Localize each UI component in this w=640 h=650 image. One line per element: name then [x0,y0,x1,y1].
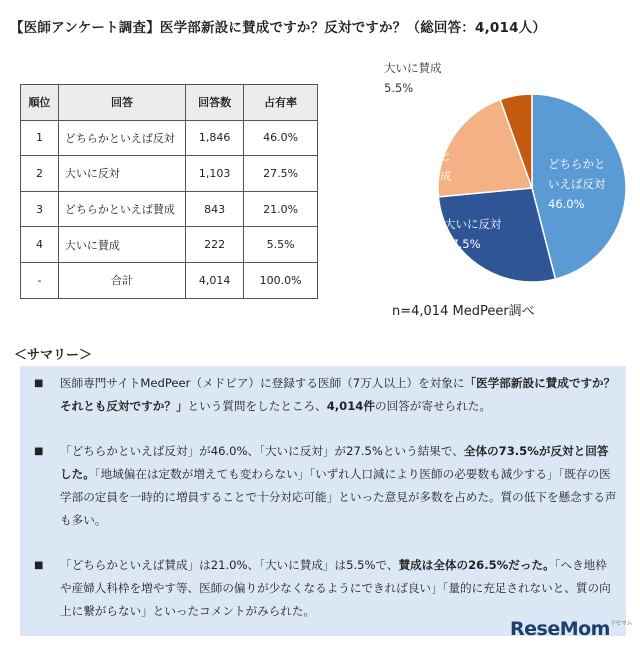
bullet-icon: ■ [34,446,44,457]
table-row [21,156,318,192]
logo-tm: リセマム [609,620,632,627]
summary-plain-text: 「地域偏在は定数が増えても変わらない」「いずれ人口減により医師の必要数も減少する」「既存の医学部の定員を一時的に増員することで十分対応可能」といった意見が多数を占めた。質の低下を懸念する声も多い。 [60,467,617,527]
answer-cell: 合計 [58,262,185,298]
summary-plain-text: 「へき地枠や産婦人科枠を増やす等、医師の偏りが少なくなるようにできれば良い」「量的に充足されないと、質の向上に繋がらない」といったコメントがみられた。 [60,558,611,618]
answer-cell: 大いに賛成 [58,227,185,263]
table-row [21,120,318,156]
count-cell: 843 [186,191,244,227]
summary-bold-text: 「医学部新設に賛成ですか？ それとも反対ですか？」 [60,376,627,413]
pie-chart [368,60,620,292]
count-cell: 4,014 [186,262,244,298]
count-cell: 1,846 [186,120,244,156]
answer-cell: 大いに反対 [58,156,185,192]
summary-item-2 [34,440,618,532]
summary-item-1 [34,372,627,418]
share-cell: 27.5% [244,156,318,192]
summary-text [34,554,618,623]
bullet-icon: ■ [34,560,44,571]
pie-chart-svg [368,60,620,292]
header-rank: 順位 [21,85,59,121]
table-row [21,227,318,263]
rank-cell: 1 [21,120,59,156]
summary-bold-text: 賛成は全体の26.5%だった。 [398,558,555,572]
bullet-icon: ■ [34,378,44,389]
summary-heading: ＜サマリー＞ [14,348,93,363]
summary-item-3 [34,554,618,623]
pie-slice-label-line: 27.5% [444,237,481,251]
pie-slice-label-line: 21.0% [394,189,431,203]
table-total-row [21,262,318,298]
share-cell: 21.0% [244,191,318,227]
summary-bold-text: 4,014件 [326,399,375,413]
summary-text [34,372,627,418]
summary-plain-text: の回答が寄せられた。 [374,399,491,413]
header-share: 占有率 [244,85,318,121]
header-answer: 回答 [58,85,185,121]
logo-text: ReseMom [510,618,610,640]
pie-slice-label-line: いえば反対 [548,177,606,191]
answer-cell: どちらかといえば反対 [58,120,185,156]
rank-cell: 2 [21,156,59,192]
source-note: n=4,014 MedPeer調べ [392,304,535,319]
leader-line [440,72,516,100]
summary-plain-text: 「どちらかといえば反対」が46.0%、「大いに反対」が27.5%という結果で、 [60,444,464,458]
rank-cell: - [21,262,59,298]
pie-slice-label-line: 大いに賛成 [384,61,442,75]
summary-box [20,366,626,636]
summary-bold-text: 全体の73.5%が反対と回答した。 [60,444,609,481]
rank-cell: 3 [21,191,59,227]
pie-slice-label-line: いえば賛成 [394,169,452,183]
survey-table [20,84,318,299]
pie-slice-label-line: 5.5% [384,81,414,95]
count-cell: 222 [186,227,244,263]
rank-cell: 4 [21,227,59,263]
share-cell: 100.0% [244,262,318,298]
pie-slice-label-line: どちらかと [394,149,452,163]
summary-plain-text: 医師専門サイトMedPeer（メドピア）に登録する医師（7万人以上）を対象に [60,376,465,390]
pie-slice-label-line: 46.0% [548,197,585,211]
page-title: 【医師アンケート調査】医学部新設に賛成ですか？反対ですか？（総回答：4,014人） [10,20,547,36]
pie-slice-label-line: どちらかと [548,157,606,171]
header-count: 回答数 [186,85,244,121]
share-cell: 46.0% [244,120,318,156]
summary-plain-text: 「どちらかといえば賛成」は21.0%、「大いに賛成」は5.5%で、 [60,558,399,572]
pie-slice-label [384,61,442,95]
pie-slice-label-line: 大いに反対 [444,217,502,231]
resemom-logo [510,618,632,640]
table-header-row [21,85,318,121]
share-cell: 5.5% [244,227,318,263]
summary-text [34,440,618,532]
summary-plain-text: という質問をしたところ、 [187,399,327,413]
answer-cell: どちらかといえば賛成 [58,191,185,227]
count-cell: 1,103 [186,156,244,192]
table-row [21,191,318,227]
